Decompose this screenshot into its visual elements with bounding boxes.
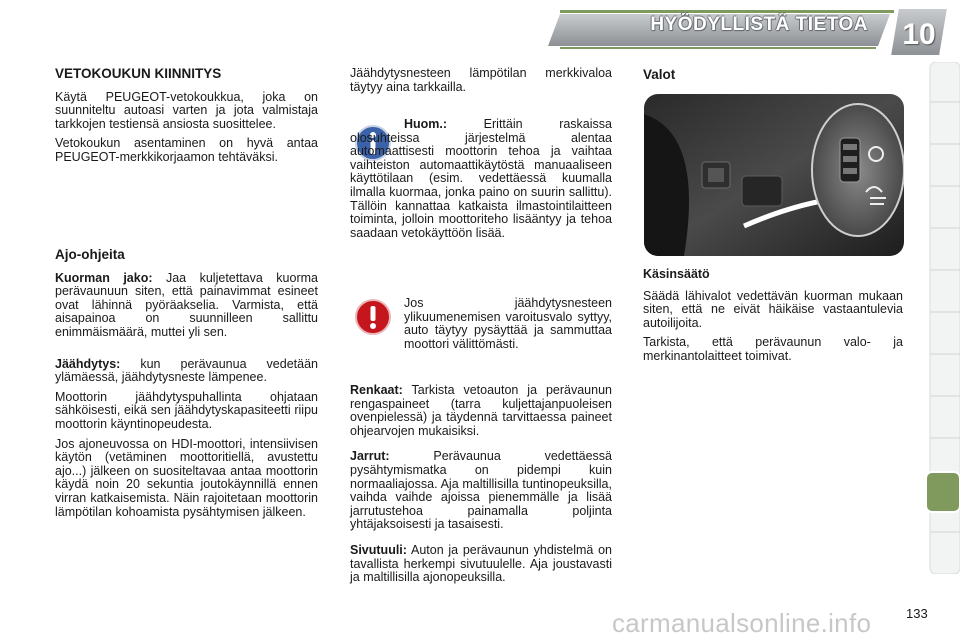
crosswind-paragraph [350, 544, 612, 585]
driving-section-title: Ajo-ohjeita [55, 247, 125, 262]
tyres-paragraph [350, 384, 612, 438]
manual-adjust-title-text: Käsinsäätö [643, 267, 710, 281]
page-title: HYÖDYLLISTÄ TIETOA [650, 14, 868, 35]
brakes-paragraph [350, 450, 612, 532]
brakes-lead: Jarrut: [350, 449, 390, 464]
watermark: carmanualsonline.info [612, 608, 872, 638]
load-lead: Kuorman jako: [55, 270, 153, 285]
middle-column-intro [350, 67, 612, 100]
cooling-paragraph-2: Moottorin jäähdytyspuhallinta ohjataan sähköisesti, eikä sen jäähdytyskapasiteetti riipu moottorin käyntinopeudesta. [55, 389, 318, 431]
green-rule [560, 10, 894, 13]
cooling-paragraph-3: Jos ajoneuvossa on HDI-moottori, intensiivisen käytön (vetäminen moottoritiellä, avustettu ajo...) jälkeen on suositeltavaa antaa moottorin käydä noin 20 sekuntia joutokäynnillä ennen virran katkaisemista. Näin rajoitetaan moottorin lämpötilan kohoamista pysähtymisen jälkeen. [55, 436, 318, 519]
brakes-text: Perävaunua vedettäessä pysähtymismatka on pidempi kuin normaaliajossa. Aja maltillisilla tuntinopeuksilla, vaihda vaihde ajoissa pienemmälle ja lisää jarrutustehoa painamalla poljinta yhtäjaksoisesti ja tasaisesti. [350, 449, 612, 532]
note-block [350, 118, 612, 240]
cooling-lead: Jäähdytys: [55, 356, 121, 371]
hitch-paragraph-1: Käytä PEUGEOT-vetokoukkua, joka on suunniteltu autoasi varten ja jota valmistaja tarkkojen testiensä ansiosta suosittelee. [55, 89, 318, 131]
middle-column-lower [350, 384, 612, 591]
hitch-paragraph-2: Vetokoukun asentaminen on hyvä antaa PEUGEOT-merkkikorjaamon tehtäväksi. [55, 136, 318, 164]
headlamp-adjuster-photo [644, 94, 904, 256]
manual-adjust-paragraph-1: Säädä lähivalot vedettävän kuorman mukaan siten, että ne eivät häikäise vastaantulevia autoilijoita. [643, 288, 903, 330]
crosswind-text: Auton ja perävaunun yhdistelmä on tavallista herkempi sivutuulelle. Aja joustavasti ja maltillisilla ajonopeuksilla. [350, 542, 612, 585]
note-lead: Huom.: [404, 117, 448, 131]
lights-section-title: Valot [643, 67, 676, 82]
tyres-text: Tarkista vetoauton ja perävaunun rengaspaineet (tarra kuljettajanpuoleisen ovenpielessä) ja täydennä tarvittaessa paineet ohjearvojen mukaisiksi. [350, 383, 612, 438]
right-column-text [643, 268, 903, 370]
tyres-lead: Renkaat: [350, 383, 403, 397]
left-column [55, 67, 318, 171]
manual-adjust-title [643, 268, 903, 282]
note-paragraph [350, 118, 612, 240]
hitch-section-title: VETOKOUKUN KIINNITYS [55, 66, 222, 81]
cooling-paragraph-1 [55, 358, 318, 385]
warning-paragraph: Jos jäähdytysnesteen ylikuumenemisen varoitusvalo syttyy, auto täytyy pysäyttää ja sammuttaa moottori välittömästi. [404, 296, 612, 351]
chapter-number-badge: 10 [902, 18, 936, 51]
driving-section [55, 248, 318, 525]
load-text: Jaa kuljetettava kuorma perävaunuun siten, että painavimmat esineet ovat lähinnä pyöräakselia. Varmista, että aisapainoa on suunnilleen sallittu enimmäismäärä, muttei yli sen. [55, 270, 318, 339]
coolant-intro-paragraph: Jäähdytysnesteen lämpötilan merkkivaloa täytyy aina tarkkailla. [350, 66, 612, 94]
active-chapter-tab [926, 472, 960, 512]
cooling-text: kun perävaunua vedetään ylämäessä, jäähdytysneste lämpenee. [55, 356, 318, 385]
warning-icon [354, 298, 392, 336]
chapter-tabs [926, 62, 960, 574]
warning-block [404, 297, 612, 351]
manual-adjust-paragraph-2: Tarkista, että perävaunun valo- ja merkinantolaitteet toimivat. [643, 335, 903, 363]
note-text: Erittäin raskaissa olosuhteissa järjestelmä alentaa automaattisesti moottorin tehoa ja vaihtaa vaihteiston automaattikäytöstä manuaaliseen käyttötilaan (esim. vedettäessä kuumalla ilmalla kuormaa, jonka paino on suurin sallittu). Tällöin kannattaa katkaista ilmastointilaitteen toiminta, jolloin moottoriteho lisääntyy ja tehoa saadaan vetokäyttöön lisää. [350, 117, 612, 240]
crosswind-lead: Sivutuuli: [350, 542, 407, 557]
load-distribution-paragraph [55, 272, 318, 340]
page-number: 133 [906, 606, 928, 621]
